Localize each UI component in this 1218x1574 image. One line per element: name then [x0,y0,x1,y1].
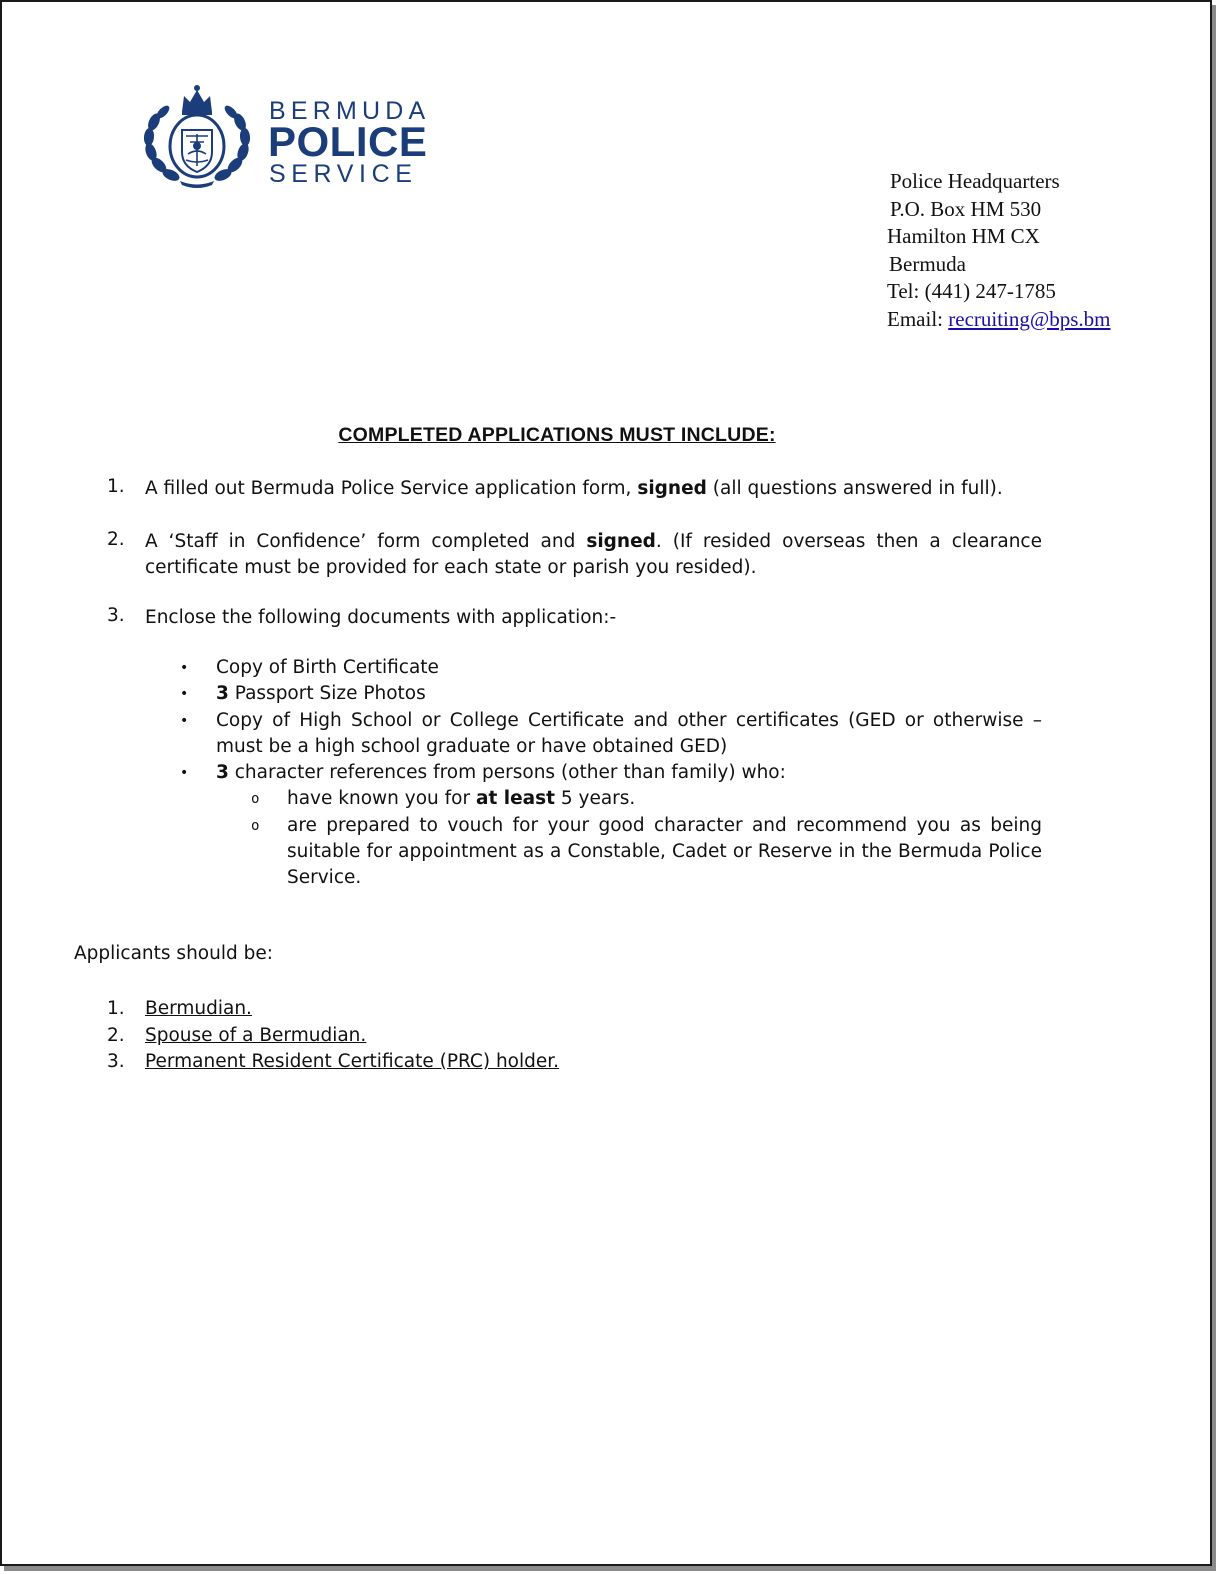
address-email-line [887,306,1110,334]
email-link[interactable]: recruiting@bps.bm [948,306,1111,331]
document-item [178,681,1042,707]
requirement-text-pre: A filled out Bermuda Police Service application form, [145,478,638,499]
crest-icon [140,82,254,190]
requirement-number: 3. [107,605,125,626]
address-line-2: P.O. Box HM 530 [890,196,1042,221]
eligibility-text: Permanent Resident Certificate (PRC) holder. [145,1051,560,1072]
eligibility-number: 2. [107,1024,125,1046]
eligibility-text: Bermudian. [145,998,252,1019]
requirement-text-bold: signed [637,478,707,499]
bullet-icon: • [180,712,189,729]
requirement-text: Enclose the following documents with application:- [145,607,617,628]
logo-line-service: SERVICE [269,160,418,188]
document-count: 3 [216,683,229,705]
address-block [887,168,1110,333]
criteria-text-bold: at least [475,788,555,810]
requirement-text [145,529,1042,581]
logo-line-bermuda: BERMUDA [269,97,431,125]
address-line-3: Hamilton HM CX [887,224,1040,248]
eligibility-text: Spouse of a Bermudian. [145,1024,367,1046]
bullet-icon: • [180,765,189,782]
requirement-number: 2. [107,529,125,550]
applicants-intro: Applicants should be: [74,943,273,964]
address-line-1: Police Headquarters [890,169,1060,193]
requirement-text-pre: A ‘Staff in Confidence’ form completed and [145,531,587,552]
document-text: Passport Size Photos [228,683,426,705]
criteria-text: are prepared to vouch for your good character and recommend you as being suitable for appointment as a Constable, Cadet or Reserve in the Bermuda Police Service. [287,814,1042,889]
document-item [178,655,1042,681]
circle-bullet-icon: o [251,791,260,808]
criteria-text-pre: have known you for [287,788,476,810]
logo-line-police: POLICE [268,118,428,165]
email-label: Email: [887,306,943,331]
requirement-number: 1. [107,476,125,497]
logo-wordmark [269,98,430,188]
criteria-text [249,786,1042,812]
bullet-icon: • [180,686,189,703]
document-count: 3 [216,762,229,784]
document-text: character references from persons (other than family) who: [228,762,786,784]
documents-list [178,655,1042,892]
document-text: Copy of High School or College Certificate and other certificates (GED or otherwise – must be a high school graduate or have obtained GED) [216,709,1042,757]
reference-criteria-item [211,813,1042,892]
eligibility-number: 1. [107,998,125,1019]
address-line-4: Bermuda [889,251,966,276]
reference-criteria-item [211,786,1042,812]
reference-criteria-list [211,786,1042,891]
requirement-text-post: (all questions answered in full). [706,478,1003,499]
document-item [178,760,1042,786]
requirement-text-post: . (If resided overseas then a clearance certificate must be provided for each state or parish you resided). [145,531,1042,578]
bullet-icon: • [180,660,189,676]
eligibility-number: 3. [107,1051,125,1072]
requirement-text [145,476,1042,502]
requirement-text-bold: signed [586,531,656,552]
section-heading: COMPLETED APPLICATIONS MUST INCLUDE: [338,424,776,446]
address-tel: Tel: (441) 247-1785 [887,279,1056,303]
document-text: Copy of Birth Certificate [216,657,439,678]
criteria-text-post: 5 years. [554,788,636,810]
circle-bullet-icon: o [251,817,260,834]
document-item [178,708,1042,761]
bps-logo [140,82,440,192]
